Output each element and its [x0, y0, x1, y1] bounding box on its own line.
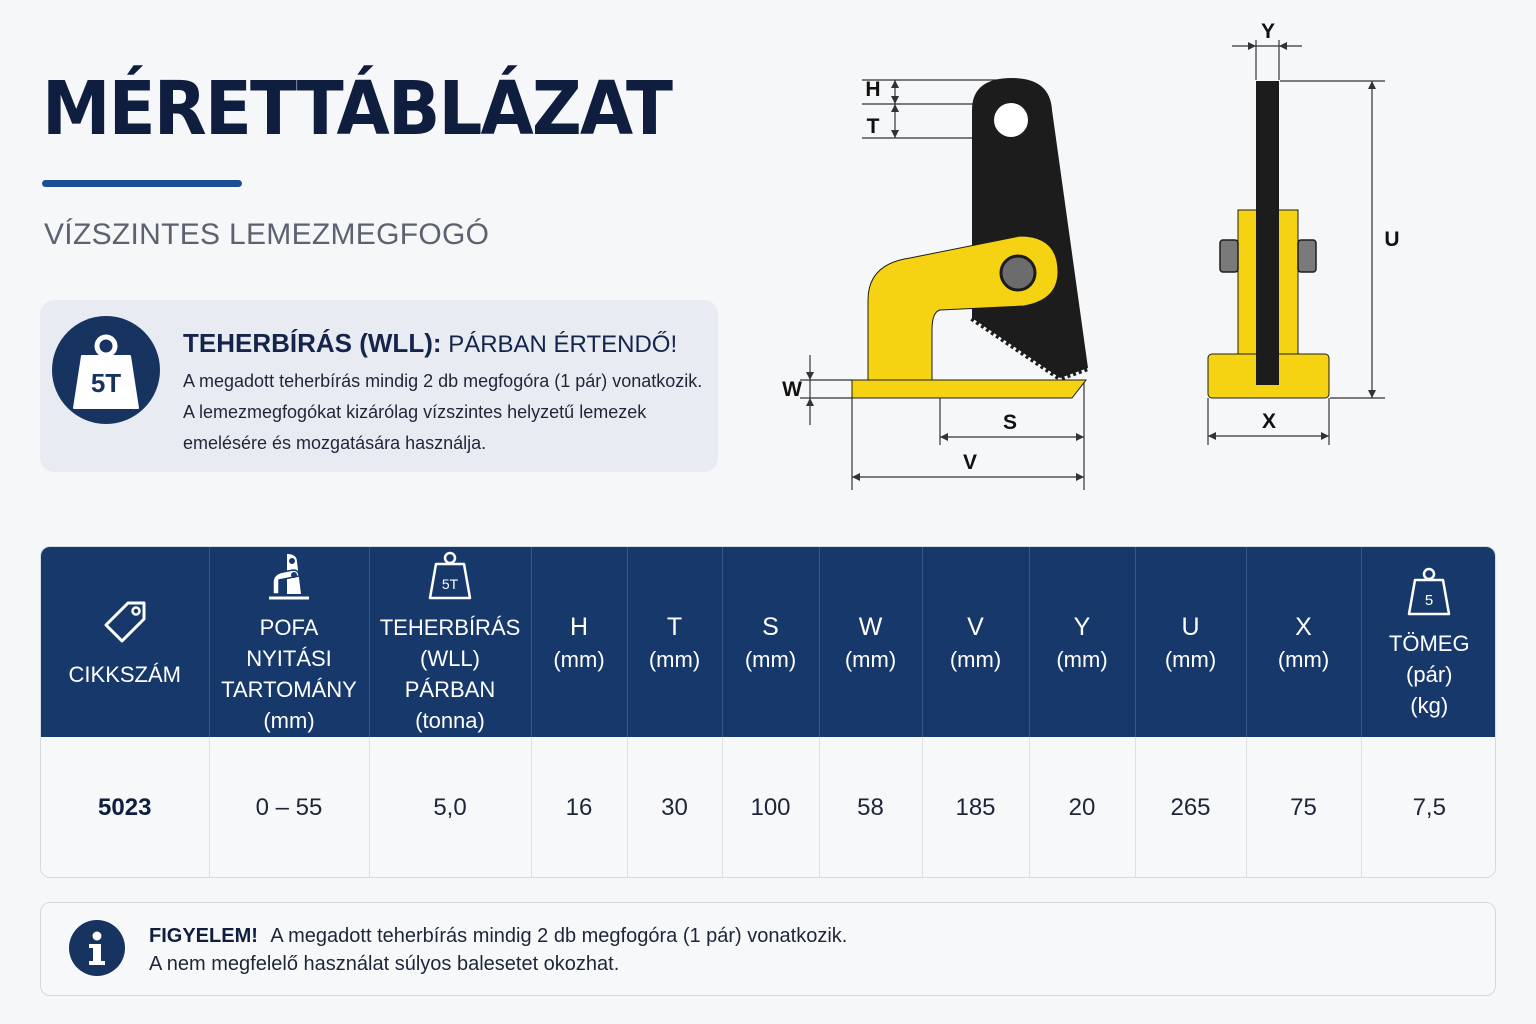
header-w-letter: W — [858, 612, 883, 641]
notice-text-2: A nem megfelelő használat súlyos balesetet okozhat. — [149, 953, 620, 975]
header-jaw-line: POFA NYITÁSI — [246, 615, 332, 671]
wll-heading-bold: TEHERBÍRÁS (WLL): — [183, 328, 442, 358]
header-mass-line: (pár) — [1406, 661, 1453, 687]
header-t — [627, 547, 722, 737]
cell-wll: 5,0 — [369, 737, 531, 878]
wll-text-line: A lemezmegfogókat kizárólag vízszintes helyzetű lemezek — [183, 402, 647, 422]
header-code-label: CIKKSZÁM — [68, 661, 181, 687]
tag-icon — [98, 595, 152, 649]
header-y — [1029, 547, 1135, 737]
dim-label-x: X — [1261, 410, 1277, 433]
wll-info-card — [40, 300, 718, 472]
header-t-unit: (mm) — [648, 646, 701, 672]
header-v — [922, 547, 1029, 737]
cell-u: 265 — [1135, 737, 1246, 878]
cell-h: 16 — [531, 737, 627, 878]
dim-label-h: H — [865, 78, 881, 101]
dim-label-t: T — [866, 115, 880, 138]
header-jaw-line: (mm) — [263, 708, 315, 733]
clamp-dimension-diagram — [770, 10, 1410, 500]
wll-text-line: emelésére és mozgatására használja. — [183, 433, 487, 453]
header-h-letter: H — [569, 612, 589, 641]
wll-heading-rest: PÁRBAN ÉRTENDŐ! — [448, 331, 678, 358]
cell-s: 100 — [722, 737, 819, 878]
dim-label-u: U — [1384, 228, 1400, 251]
header-wll-line: TEHERBÍRÁS — [379, 615, 521, 640]
notice-text-1: A megadott teherbírás mindig 2 db megfogóra (1 pár) vonatkozik. — [270, 925, 848, 947]
clamp-jaw-shape — [972, 78, 1088, 378]
header-s-letter: S — [762, 612, 779, 641]
header-jaw-line: TARTOMÁNY — [221, 677, 357, 702]
dim-label-y: Y — [1260, 20, 1276, 43]
header-h-unit: (mm) — [553, 646, 605, 672]
header-wll-line: (tonna) — [415, 708, 485, 733]
header-h — [531, 547, 627, 737]
header-u-letter: U — [1181, 612, 1200, 641]
header-x-letter: X — [1295, 612, 1312, 641]
dimension-table — [40, 546, 1496, 878]
dim-label-s: S — [1002, 411, 1018, 434]
clamp-icon — [265, 548, 313, 602]
header-mass — [1361, 547, 1496, 737]
weight-5-icon-label: 5 — [1425, 591, 1434, 609]
header-mass-line: (kg) — [1410, 692, 1449, 718]
header-x-unit: (mm) — [1277, 646, 1330, 672]
header-v-unit: (mm) — [949, 646, 1002, 672]
cell-x: 75 — [1246, 737, 1361, 878]
header-wll — [369, 547, 531, 737]
header-t-letter: T — [666, 612, 683, 641]
cell-v: 185 — [922, 737, 1029, 878]
table-header-row — [41, 547, 1496, 737]
header-wll-line: (WLL) PÁRBAN — [404, 646, 496, 702]
notice-label: FIGYELEM! — [149, 925, 258, 947]
header-w-unit: (mm) — [844, 646, 897, 672]
cell-mass: 7,5 — [1412, 793, 1446, 821]
cell-t: 30 — [627, 737, 722, 878]
wll-description — [183, 366, 713, 459]
notice-line-1 — [149, 925, 847, 948]
weight-5t-icon-label: 5T — [441, 576, 459, 592]
weight-badge — [52, 316, 160, 424]
header-s — [722, 547, 819, 737]
table-row — [41, 737, 1496, 878]
info-icon — [69, 920, 125, 976]
header-jaw-opening — [209, 547, 369, 737]
wll-text-line: A megadott teherbírás mindig 2 db megfogóra (1 pár) vonatkozik. — [183, 371, 703, 391]
weight-icon — [52, 316, 160, 424]
weight-badge-label: 5T — [90, 368, 122, 398]
header-code — [41, 547, 209, 737]
cell-y: 20 — [1029, 737, 1135, 878]
header-mass-line: TÖMEG — [1388, 630, 1470, 656]
dim-label-v: V — [962, 451, 978, 474]
header-s-unit: (mm) — [744, 646, 797, 672]
page-subtitle: VÍZSZINTES LEMEZMEGFOGÓ — [44, 218, 490, 251]
header-w — [819, 547, 922, 737]
cell-w: 58 — [819, 737, 922, 878]
header-u — [1135, 547, 1246, 737]
header-y-letter: Y — [1073, 612, 1091, 641]
weight-5t-icon — [426, 548, 474, 602]
header-u-unit: (mm) — [1164, 646, 1217, 672]
cell-jaw-opening: 0 – 55 — [209, 737, 369, 878]
weight-5-icon — [1405, 564, 1453, 618]
header-v-letter: V — [967, 612, 984, 641]
cell-code: 5023 — [41, 737, 209, 878]
wll-heading — [183, 328, 677, 359]
title-underline — [42, 180, 242, 187]
page-title: MÉRETTÁBLÁZAT — [42, 66, 672, 152]
warning-notice — [40, 902, 1496, 996]
header-x — [1246, 547, 1361, 737]
header-y-unit: (mm) — [1056, 646, 1108, 672]
dim-label-w: W — [782, 378, 802, 401]
